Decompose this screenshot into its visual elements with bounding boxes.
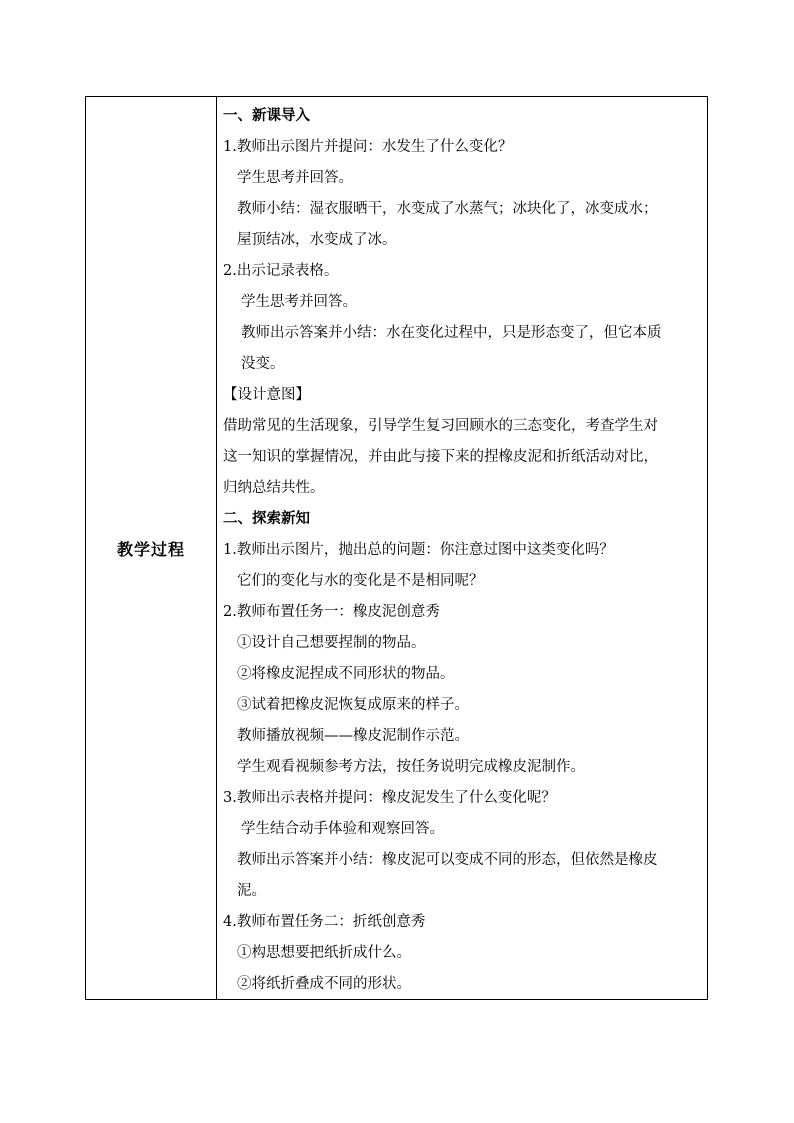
content-line: 教师小结：湿衣服晒干，水变成了水蒸气；冰块化了，冰变成水； bbox=[237, 201, 658, 217]
content-line: ①构思想要把纸折成什么。 bbox=[237, 945, 411, 961]
content-line: 1.教师出示图片，抛出总的问题：你注意过图中这类变化吗？ bbox=[223, 542, 614, 558]
content-line: 没变。 bbox=[241, 356, 285, 372]
content-line: 泥。 bbox=[237, 883, 266, 899]
row-label-cell bbox=[86, 97, 217, 999]
section-heading: 二、探索新知 bbox=[223, 511, 310, 527]
content-line: 【设计意图】 bbox=[223, 387, 310, 403]
content-line: 这一知识的掌握情况，并由此与接下来的捏橡皮泥和折纸活动对比， bbox=[223, 449, 658, 465]
content-line: 1.教师出示图片并提问：水发生了什么变化？ bbox=[223, 139, 513, 155]
content-line: ②将橡皮泥捏成不同形状的物品。 bbox=[237, 666, 455, 682]
content-line: 教师出示答案并小结：水在变化过程中，只是形态变了，但它本质 bbox=[241, 325, 662, 341]
content-line: 2.教师布置任务一：橡皮泥创意秀 bbox=[223, 604, 440, 620]
content-line: 学生观看视频参考方法，按任务说明完成橡皮泥制作。 bbox=[237, 759, 585, 775]
row-label: 教学过程 bbox=[116, 540, 185, 559]
content-line: 4.教师布置任务二：折纸创意秀 bbox=[223, 914, 426, 930]
section-heading: 一、新课导入 bbox=[223, 108, 310, 124]
content-line: 借助常见的生活现象，引导学生复习回顾水的三态变化，考查学生对 bbox=[223, 418, 658, 434]
content-line: ③试着把橡皮泥恢复成原来的样子。 bbox=[237, 697, 469, 713]
content-line: 屋顶结冰，水变成了冰。 bbox=[237, 232, 397, 248]
content-line: 学生思考并回答。 bbox=[237, 170, 353, 186]
teaching-process-content bbox=[217, 97, 707, 999]
content-line: 归纳总结共性。 bbox=[223, 480, 325, 496]
content-line: 它们的变化与水的变化是不是相同呢？ bbox=[237, 573, 484, 589]
content-line: 教师出示答案并小结：橡皮泥可以变成不同的形态，但依然是橡皮 bbox=[237, 852, 658, 868]
lesson-plan-table bbox=[85, 96, 708, 1000]
content-line: 3.教师出示表格并提问：橡皮泥发生了什么变化呢？ bbox=[223, 790, 556, 806]
content-line: 教师播放视频——橡皮泥制作示范。 bbox=[237, 728, 469, 744]
content-line: 学生思考并回答。 bbox=[241, 294, 357, 310]
content-line: ①设计自己想要捏制的物品。 bbox=[237, 635, 426, 651]
content-line: 2.出示记录表格。 bbox=[223, 263, 339, 279]
content-line: ②将纸折叠成不同的形状。 bbox=[237, 976, 411, 992]
content-line: 学生结合动手体验和观察回答。 bbox=[241, 821, 444, 837]
